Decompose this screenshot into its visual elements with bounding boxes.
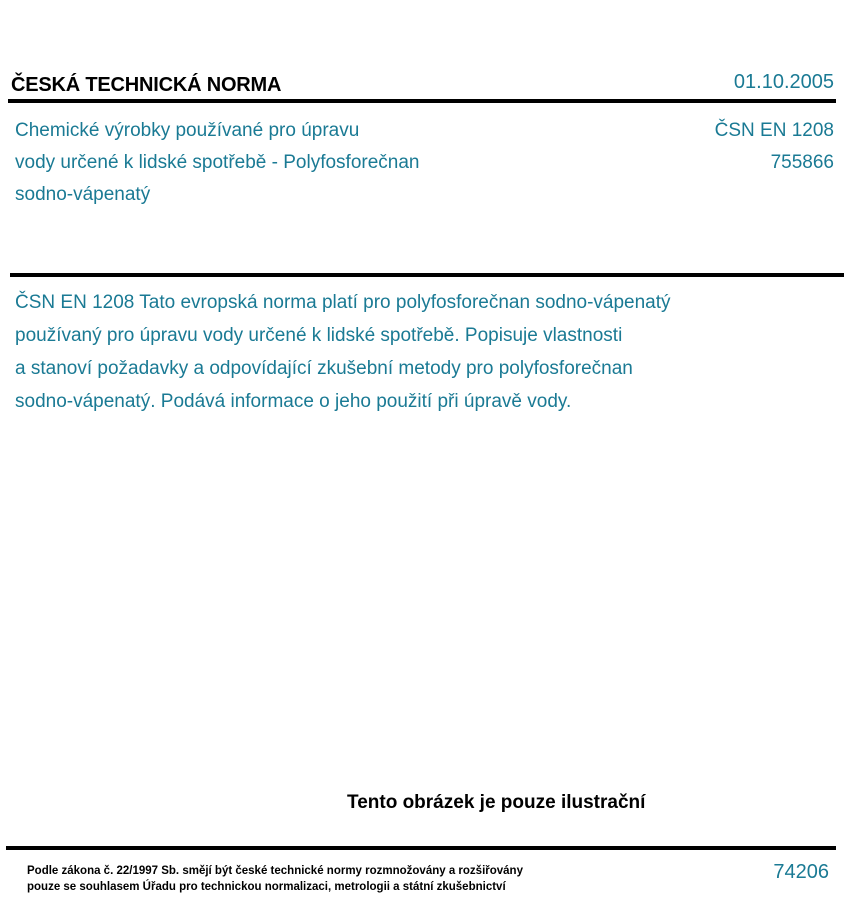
standard-identifiers	[715, 115, 834, 179]
legal-notice-line: pouze se souhlasem Úřadu pro technickou normalizaci, metrologii a státní zkušebnictví	[27, 881, 506, 893]
abstract-line: používaný pro úpravu vody určené k lidské spotřebě. Popisuje vlastnosti	[15, 325, 623, 346]
bottom-divider	[6, 846, 836, 850]
abstract-line: ČSN EN 1208 Tato evropská norma platí pro polyfosforečnan sodno-vápenatý	[15, 292, 671, 313]
top-divider	[8, 99, 836, 103]
catalog-number: 74206	[773, 861, 829, 883]
standard-title-line: vody určené k lidské spotřebě - Polyfosforečnan	[15, 152, 420, 173]
illustration-notice: Tento obrázek je pouze ilustrační	[347, 792, 646, 813]
issue-date: 01.10.2005	[733, 71, 834, 93]
classification-number: 755866	[770, 152, 834, 173]
standard-code: ČSN EN 1208	[714, 120, 834, 141]
legal-notice	[27, 863, 523, 895]
standard-title-line: sodno-vápenatý	[15, 184, 151, 205]
standard-title	[15, 115, 535, 211]
abstract-line: sodno-vápenatý. Podává informace o jeho použití při úpravě vody.	[15, 391, 572, 412]
standard-title-line: Chemické výrobky používané pro úpravu	[15, 120, 360, 141]
document-type-title: ČESKÁ TECHNICKÁ NORMA	[11, 74, 282, 96]
standard-abstract	[15, 286, 835, 418]
legal-notice-line: Podle zákona č. 22/1997 Sb. smějí být české technické normy rozmnožovány a rozšiřovány	[27, 865, 523, 877]
abstract-line: a stanoví požadavky a odpovídající zkušební metody pro polyfosforečnan	[15, 358, 633, 379]
middle-divider	[10, 273, 844, 277]
